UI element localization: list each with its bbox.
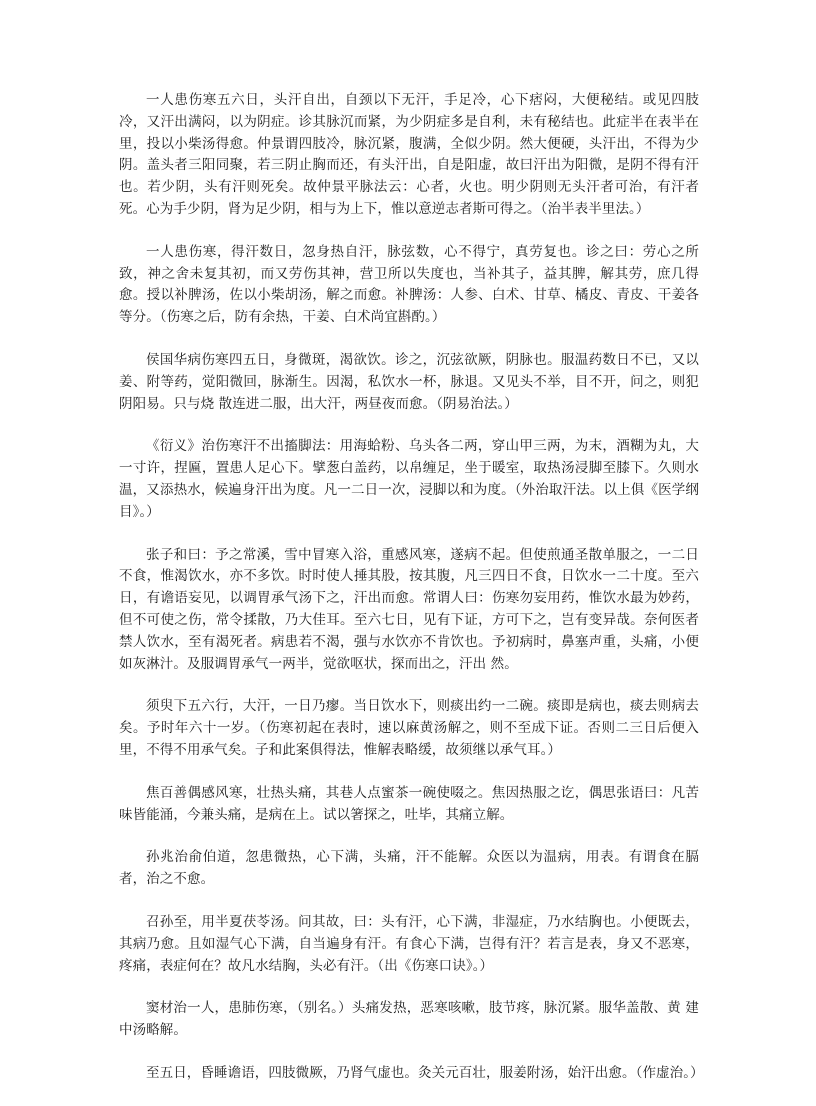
paragraph: 侯国华病伤寒四五日，身微斑，渴欲饮。诊之，沉弦欲厥，阴脉也。服温药数日不已，又以姜、附等药，觉阳微回，脉渐生。因渴，私饮水一杯，脉退。又见头不举，目不开，问之，则犯阴阳易。只与烧 散连进二服，出大汗，两昼夜而愈。（阴易治法。）	[119, 351, 699, 412]
paragraph: 至五日，昏睡谵语，四肢微厥，乃肾气虚也。灸关元百壮，服姜附汤，始汗出愈。（作虚治。）	[146, 1064, 704, 1081]
paragraph: 孙兆治俞伯道，忽患微热，心下满，头痛，汗不能解。众医以为温病，用表。有谓食在膈者，治之不愈。	[119, 849, 699, 888]
paragraph: 一人患伤寒，得汗数日，忽身热自汗，脉弦数，心不得宁，真劳复也。诊之曰：劳心之所致，神之舍未复其初，而又劳伤其神，营卫所以失度也，当补其子，益其脾，解其劳，庶几得愈。授以补脾汤，佐以小柴胡汤，解之而愈。补脾汤：人参、白术、甘草、橘皮、青皮、干姜各等分。（伤寒之后，防有余热，干姜、白术尚宜斟酌。）	[119, 243, 699, 326]
paragraph: 一人患伤寒五六日，头汗自出，自颈以下无汗，手足冷，心下痞闷，大便秘结。或见四肢冷，又汗出满闷，以为阴症。诊其脉沉而紧，为少阴症多是自利，未有秘结也。此症半在表半在里，投以小柴汤得愈。仲景谓四肢冷，脉沉紧，腹满，全似少阴。然大便硬，头汗出，不得为少阴。盖头者三阳同聚，若三阴止胸而还，有头汗出，自是阳虚，故曰汗出为阳微，是阴不得有汗也。若少阴，头有汗则死矣。故仲景平脉法云：心者，火也。明少阴则无头汗者可治，有汗者死。心为手少阴，肾为足少阴，相与为上下，惟以意逆志者斯可得之。（治半表半里法。）	[119, 92, 699, 217]
paragraph: 窦材治一人，患肺伤寒，（别名。）头痛发热，恶寒咳嗽，肢节疼，脉沉紧。服华盖散、黄 建中汤略解。	[119, 1000, 699, 1039]
paragraph: 焦百善偶感风寒，壮热头痛，其巷人点蜜茶一碗使啜之。焦因热服之讫，偶思张语曰：凡苦味皆能涌，今兼头痛，是病在上。试以箸探之，吐毕，其痛立解。	[119, 784, 699, 823]
paragraph: 张子和曰：予之常溪，雪中冒寒入浴，重感风寒，遂病不起。但使煎通圣散单服之，一二日不食，惟渴饮水，亦不多饮。时时使人捶其股，按其腹，凡三四日不食，日饮水一二十度。至六日，有谵语妄见，以调胃承气汤下之，汗出而愈。常谓人曰：伤寒勿妄用药，惟饮水最为妙药，但不可使之伤，常令揉散，乃大佳耳。至六七日，见有下证，方可下之，岂有变异哉。奈何医者禁人饮水，至有渴死者。病患若不渴，强与水饮亦不肯饮也。予初病时，鼻塞声重，头痛，小便如灰淋汁。及服调胃承气一两半，觉欲呕状，探而出之，汗出 然。	[119, 546, 699, 672]
paragraph: 召孙至，用半夏茯苓汤。问其故，曰：头有汗，心下满，非湿症，乃水结胸也。小便既去，其病乃愈。且如湿气心下满，自当遍身有汗。有食心下满，岂得有汗？若言是表，身又不恶寒，疼痛，表症何在？故凡水结胸，头必有汗。（出《伤寒口诀》。）	[119, 913, 699, 974]
paragraph: 《衍义》治伤寒汗不出搐脚法：用海蛤粉、乌头各二两，穿山甲三两，为末，酒糊为丸，大一寸许，捏匾，置患人足心下。擘葱白盖药，以帛缠足，坐于暖室，取热汤浸脚至膝下。久则水温，又添热水，候遍身汗出为度。凡一二日一次，浸脚以和为度。（外治取汗法。以上俱《医学纲目》。）	[119, 438, 699, 520]
document-page	[119, 90, 704, 1106]
paragraph: 须臾下五六行，大汗，一日乃瘳。当日饮水下，则痰出约一二碗。痰即是病也，痰去则病去矣。予时年六十一岁。（伤寒初起在表时，速以麻黄汤解之，则不至成下证。否则二三日后便入里，不得不用承气矣。子和此案俱得法，惟解表略缓，故须继以承气耳。）	[119, 698, 699, 758]
